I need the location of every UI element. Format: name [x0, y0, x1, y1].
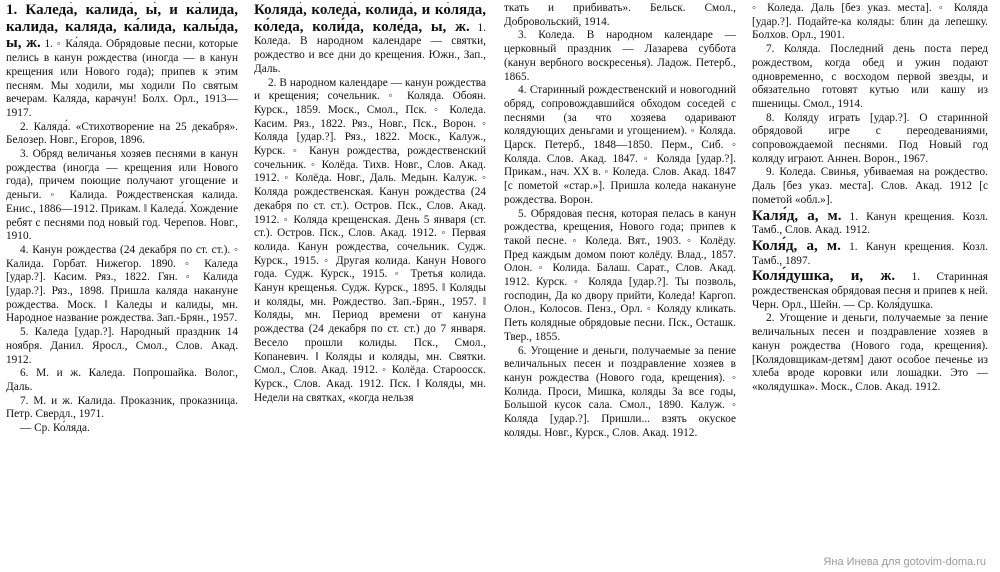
text-column-2	[254, 2, 486, 550]
entry-text: 5. Обрядовая песня, которая пелась в канун рождества, крещения, Нового года; припев к такой песне. ◦ Коледа. Вят., 1903. ◦ Колёду. Пред каждым домом поют колёду. Влад., 1857. Олон. ◦ Колида. Балаш. Сарат., Слов. Акад. 1912. Курск. ◦ Коляда [удар.?]. Ты позволь, господин, Да ко двору прийти, Коледа! Каргоп. Олон., Колосов. Пенз., Орл. ◦ Коляду кликать. Петь колядные обрядовые песни. Пск., Осташк. Твер., 1855.	[504, 207, 736, 343]
headword: Коля́д, а, м.	[752, 237, 841, 254]
entry-text: 6. Угощение и деньги, получаемые за пение величальных песен и поздравление хозяев в канун рождества (Нового года, крещения). ◦ Колида. Проси, Мишка, коляды За все годы, Большой кусок сала. Смол., 1890. Калуж. ◦ Коляда [удар.?]. Пришли... взять окуское коляды. Новг., Курск., Слов. Акад. 1912.	[504, 344, 736, 439]
headword: Коля́душка, и, ж.	[752, 268, 896, 285]
dictionary-entry	[752, 208, 988, 238]
entry-paragraph	[504, 84, 736, 207]
dictionary-entry	[752, 238, 988, 268]
dictionary-entry	[254, 2, 486, 77]
headword: Каля́д, а, м.	[752, 207, 842, 224]
entry-text: 8. Коляду играть [удар.?]. О старинной обрядовой игре с переодеваниями, сопровождаемой песнями. Под Новый год коляду играют. Аннен. Ворон., 1967.	[752, 111, 988, 165]
entry-text: 2. Каляда́. «Стихотворение на 25 декабря». Белозер. Новг., Егоров, 1896.	[6, 120, 238, 147]
entry-paragraph	[504, 345, 736, 441]
entry-paragraph	[752, 166, 988, 207]
entry-text: 2. В народном календаре — канун рождества и крещения; сочельник. ◦ Коляда. Обоян. Курск., 1859. Моск., Смол., Пск. ◦ Коледа. Касим. Ряз., 1822. Ряз., Новг., Пск., Ворон. ◦ Коляда [удар.?]. Ряз., 1822. Моск., Калуж., Курск. ◦ Канун рождества, рождественский сочельник. ◦ Колёда. Тихв. Новг., Слов. Акад. 1912. ◦ Колёда. Новг., Даль. Медын. Калуж. ◦ Коляда рождественская. Канун рождества (24 декабря по ст. ст.). Остров. Пск., Слов. Акад. 1912. ◦ Коляда крещенская. День 5 января (ст. ст.). Остров. Пск., Слов. Акад. 1912. ◦ Первая колида. Канун рождества, сочельник. Судж. Курск., 1915. ◦ Другая колида. Канун Нового года. Судж. Курск., 1915. ◦ Третья колида. Канун крещенья. Судж. Курск., 1895. ‖ Коляды и коляды, мн. Рождество. Зап.-Брян., 1957. ‖ Коляды, мн. Период времени от кануна рождества (24 декабря по ст. ст.) до 7 января. Весело прошли колиды. Пск., Смол., Копаневич. ‖ Коляды и коляды, мн. Святки. Смол., Слов. Акад. 1912. ◦ Колёда. Староосск. Курск., Слов. Акад. 1912. Пск. ‖ Коляды, мн. Недели на святках, «когда нельзя	[254, 76, 486, 404]
text-column-4	[752, 2, 988, 550]
entry-text: 4. Старинный рождественский и новогодний обряд, сопровождавшийся обходом соседей с песнями (за что хозяева одаривают колядующих деньгами и угощением). ◦ Коляда. Царск. Петерб., 1848—1850. Перм., Сиб. ◦ Коляда. Слов. Акад. 1847. ◦ Коляда [удар.?]. Прикам., нач. XX в. ◦ Коледа. Слов. Акад. 1847 [с пометой «стар.»]. Пришла коледа накануне рождества. Ворон.	[504, 84, 736, 206]
entry-text: 9. Коледа. Свинья, убиваемая на рождество. Даль [без указ. места]. Слов. Акад. 1912 [с пометой «обл.»].	[752, 166, 988, 206]
text-column-3	[504, 2, 736, 550]
entry-paragraph	[6, 148, 238, 244]
dictionary-entry	[6, 2, 238, 121]
entry-text: 3. Обряд величанья хозяев песнями в канун рождества (иногда — крещения или Нового года), причем поющие получают угощение и деньги. ◦ Калида. Рождественская калида. Енис., 1886—1912. Прикам. ‖ Каледа́. Хождение ребят с песнями под новый год. Черепов. Новг., 1910.	[6, 148, 238, 243]
entry-text: 3. Коледа. В народном календаре — церковный праздник — Лазарева суббота (канун вербного воскресенья). Ладож. Петерб., 1865.	[504, 29, 736, 83]
entry-text: — Ср. Ко́ляда.	[20, 422, 90, 435]
entry-paragraph	[254, 77, 486, 406]
entry-paragraph	[6, 395, 238, 422]
text-column-1	[6, 2, 238, 550]
entry-paragraph	[752, 43, 988, 112]
entry-paragraph	[752, 2, 988, 43]
entry-text: 6. М. и ж. Каледа. Попрошайка. Волог., Даль.	[6, 367, 238, 393]
entry-text: 1. Канун крещения. Козл. Тамб., Слов. Акад. 1912.	[752, 210, 988, 237]
entry-paragraph	[6, 326, 238, 367]
entry-paragraph	[504, 2, 736, 29]
entry-text: 7. Коляда. Последний день поста перед рождеством, когда обед и ужин подают одновременно, с восходом первой звезды, и обязательно готовят кутью или кашу из пшеницы. Смол., 1914.	[752, 43, 988, 110]
dictionary-entry	[752, 268, 988, 312]
watermark: Яна Инева для gotovim-doma.ru	[823, 556, 986, 568]
entry-text: 1. Коледа. В народном календаре — святки, рождество и все дни до крещения. Южн., Зап., Даль.	[254, 21, 486, 75]
entry-text: 1. Старинная рождественская обрядовая песня и припев к ней. Черн. Орл., Шейн. — Ср. Коля́душка.	[752, 271, 988, 311]
entry-text: 7. М. и ж. Калида. Проказник, проказница. Петр. Свердл., 1971.	[6, 394, 238, 421]
headword: 1. Каледа́, калида́, ы́, и ка́лида, калида, каляда, ка́лида, калы́да, ы, ж.	[6, 2, 238, 52]
entry-paragraph	[504, 208, 736, 345]
entry-text: ткать и прибивать». Бельск. Смол., Добровольский, 1914.	[504, 2, 736, 28]
entry-paragraph	[6, 121, 238, 148]
entry-text: 5. Каледа [удар.?]. Народный праздник 14 ноября. Данил. Яросл., Смол., Слов. Акад. 1912.	[6, 326, 238, 366]
entry-paragraph	[752, 312, 988, 394]
entry-paragraph	[6, 367, 238, 394]
entry-paragraph	[504, 29, 736, 84]
headword: Коляда́, коледа́, колида́, и ко́ляда, ко́леда, коли́да, коле́да, ы, ж.	[254, 2, 486, 35]
entry-paragraph	[6, 422, 238, 436]
entry-text: 4. Канун рождества (24 декабря по ст. ст.). ◦ Калида. Горбат. Нижегор. 1890. ◦ Каледа [удар.?]. Касим. Ряз., 1822. Гян. ◦ Калида [удар.?]. Ряз., 1898. Пришла каляда накануне рождества. Моск. ‖ Каледы и калиды, мн. Народное название рождества. Зап.-Брян., 1957.	[6, 243, 238, 325]
entry-text: ◦ Коледа. Даль [без указ. места]. ◦ Коляда [удар.?]. Подайте-ка коляды: блин да лепешку. Болхов. Орл., 1901.	[752, 2, 988, 42]
entry-paragraph	[752, 112, 988, 167]
entry-text: 1. ◦ Ка́ляда. Обрядовые песни, которые пелись в канун рождества (иногда — в канун крещения или Нового года); припев к этим песням. Мы ходили, мы ходили По святым вечерам. Каляда, карачун! Болх. Орл., 1913—1917.	[6, 38, 238, 119]
entry-text: 2. Угощение и деньги, получаемые за пение величальных песен и поздравление хозяев в канун рождества (Нового года, крещения). [Колядовщикам-детям] дают особое печенье из хлеба вроде коровки или лошадки. Это — «колядушка». Моск., Слов. Акад. 1912.	[752, 312, 988, 393]
entry-paragraph	[6, 244, 238, 326]
entry-text: 1. Канун крещения. Козл. Тамб., 1897.	[752, 240, 988, 267]
